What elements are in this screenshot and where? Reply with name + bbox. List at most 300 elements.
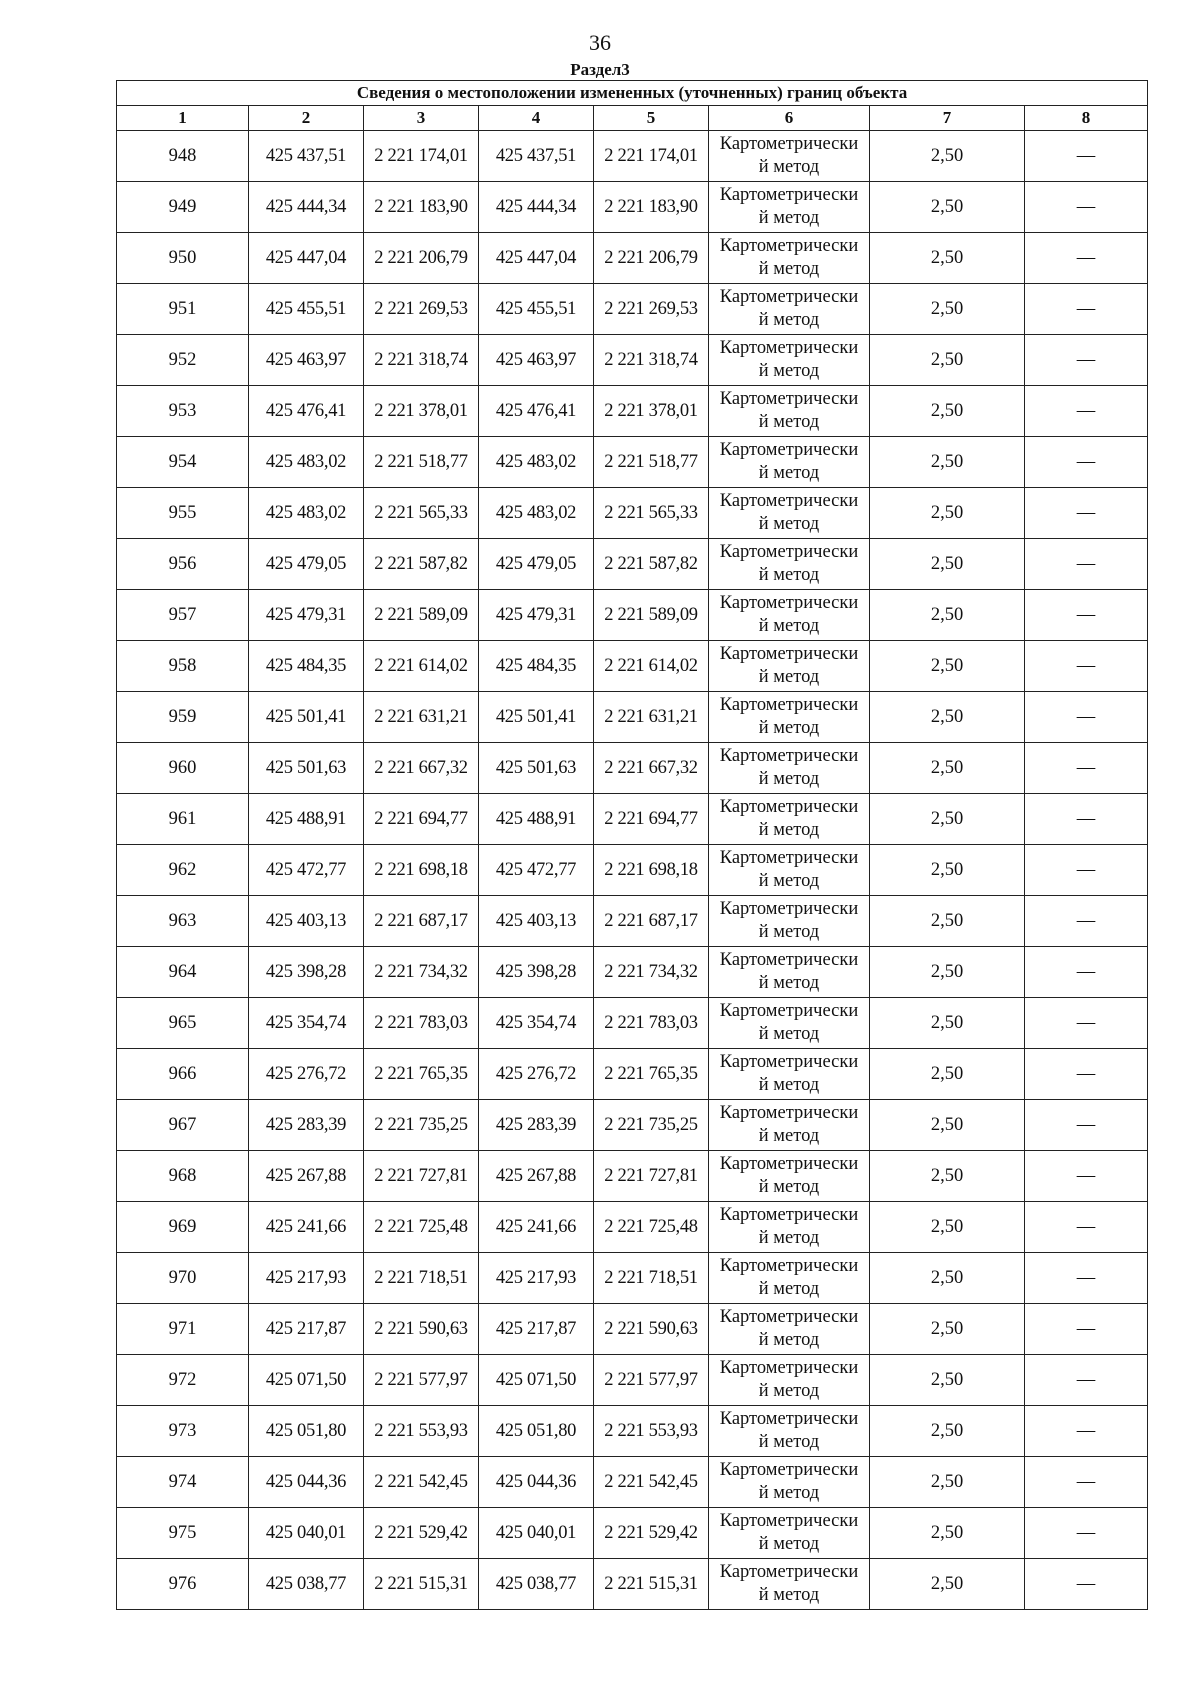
coord-x-new-cell: 425 501,63: [479, 743, 594, 794]
table-row: [117, 998, 1148, 1049]
coord-x-new-cell: 425 479,05: [479, 539, 594, 590]
coord-x-new-cell: 425 437,51: [479, 131, 594, 182]
point-number-cell: 969: [117, 1202, 249, 1253]
table-row: [117, 1508, 1148, 1559]
point-number-cell: 973: [117, 1406, 249, 1457]
point-number-cell: 949: [117, 182, 249, 233]
description-cell: —: [1025, 998, 1148, 1049]
coord-x-new-cell: 425 217,87: [479, 1304, 594, 1355]
coord-y-new-cell: 2 221 667,32: [594, 743, 709, 794]
accuracy-cell: 2,50: [870, 794, 1025, 845]
coord-x-new-cell: 425 354,74: [479, 998, 594, 1049]
coord-x-cell: 425 501,41: [249, 692, 364, 743]
coord-x-cell: 425 483,02: [249, 437, 364, 488]
method-text-line: й метод: [758, 1177, 820, 1197]
table-row: [117, 386, 1148, 437]
coord-y-new-cell: 2 221 378,01: [594, 386, 709, 437]
accuracy-cell: 2,50: [870, 539, 1025, 590]
coord-y-new-cell: 2 221 269,53: [594, 284, 709, 335]
coord-y-new-cell: 2 221 694,77: [594, 794, 709, 845]
column-header: 2: [249, 106, 364, 131]
column-header: 6: [709, 106, 870, 131]
table-row: [117, 590, 1148, 641]
column-header: 5: [594, 106, 709, 131]
method-text-line: Картометрически: [719, 644, 859, 664]
coord-x-cell: 425 217,93: [249, 1253, 364, 1304]
point-number-cell: 975: [117, 1508, 249, 1559]
coord-x-new-cell: 425 463,97: [479, 335, 594, 386]
table-row: [117, 1457, 1148, 1508]
method-text-line: Картометрически: [719, 1205, 859, 1225]
method-text-line: й метод: [758, 1279, 820, 1299]
table-row: [117, 488, 1148, 539]
method-text-line: й метод: [758, 310, 820, 330]
method-text-line: Картометрически: [719, 542, 859, 562]
method-text-line: Картометрически: [719, 1052, 859, 1072]
coord-y-cell: 2 221 631,21: [364, 692, 479, 743]
accuracy-cell: 2,50: [870, 1304, 1025, 1355]
accuracy-cell: 2,50: [870, 692, 1025, 743]
method-text-line: й метод: [758, 718, 820, 738]
coord-y-new-cell: 2 221 174,01: [594, 131, 709, 182]
accuracy-cell: 2,50: [870, 845, 1025, 896]
accuracy-cell: 2,50: [870, 947, 1025, 998]
coord-x-new-cell: 425 472,77: [479, 845, 594, 896]
method-text-line: й метод: [758, 361, 820, 381]
method-cell: [709, 1151, 870, 1202]
table-row: [117, 794, 1148, 845]
description-cell: —: [1025, 1151, 1148, 1202]
accuracy-cell: 2,50: [870, 437, 1025, 488]
method-cell: [709, 335, 870, 386]
method-text-line: й метод: [758, 514, 820, 534]
coord-x-cell: 425 479,31: [249, 590, 364, 641]
coord-x-cell: 425 267,88: [249, 1151, 364, 1202]
accuracy-cell: 2,50: [870, 386, 1025, 437]
column-header: 8: [1025, 106, 1148, 131]
point-number-cell: 957: [117, 590, 249, 641]
column-header: 4: [479, 106, 594, 131]
accuracy-cell: 2,50: [870, 1559, 1025, 1610]
page-number: 36: [589, 30, 611, 55]
method-text-line: й метод: [758, 1483, 820, 1503]
table-row: [117, 896, 1148, 947]
method-text-line: Картометрически: [719, 848, 859, 868]
accuracy-cell: 2,50: [870, 131, 1025, 182]
coord-x-new-cell: 425 501,41: [479, 692, 594, 743]
method-text-line: й метод: [758, 820, 820, 840]
method-cell: [709, 641, 870, 692]
accuracy-cell: 2,50: [870, 488, 1025, 539]
coord-y-new-cell: 2 221 183,90: [594, 182, 709, 233]
coord-y-cell: 2 221 725,48: [364, 1202, 479, 1253]
coord-y-new-cell: 2 221 590,63: [594, 1304, 709, 1355]
coord-y-new-cell: 2 221 318,74: [594, 335, 709, 386]
accuracy-cell: 2,50: [870, 1406, 1025, 1457]
coord-y-cell: 2 221 783,03: [364, 998, 479, 1049]
coord-x-new-cell: 425 241,66: [479, 1202, 594, 1253]
coord-y-new-cell: 2 221 765,35: [594, 1049, 709, 1100]
point-number-cell: 974: [117, 1457, 249, 1508]
accuracy-cell: 2,50: [870, 284, 1025, 335]
method-text-line: й метод: [758, 259, 820, 279]
coord-x-cell: 425 038,77: [249, 1559, 364, 1610]
coord-x-cell: 425 283,39: [249, 1100, 364, 1151]
coord-y-cell: 2 221 587,82: [364, 539, 479, 590]
accuracy-cell: 2,50: [870, 896, 1025, 947]
method-cell: [709, 1355, 870, 1406]
method-cell: [709, 947, 870, 998]
description-cell: —: [1025, 386, 1148, 437]
coord-x-cell: 425 276,72: [249, 1049, 364, 1100]
method-text-line: й метод: [758, 412, 820, 432]
coord-x-cell: 425 217,87: [249, 1304, 364, 1355]
coord-x-new-cell: 425 040,01: [479, 1508, 594, 1559]
method-text-line: Картометрически: [719, 1460, 859, 1480]
accuracy-cell: 2,50: [870, 335, 1025, 386]
method-text-line: Картометрически: [719, 899, 859, 919]
table-row: [117, 1151, 1148, 1202]
point-number-cell: 971: [117, 1304, 249, 1355]
method-text-line: й метод: [758, 1228, 820, 1248]
coord-x-cell: 425 051,80: [249, 1406, 364, 1457]
table-row: [117, 284, 1148, 335]
coord-x-new-cell: 425 455,51: [479, 284, 594, 335]
table-row: [117, 1559, 1148, 1610]
method-text-line: Картометрически: [719, 1307, 859, 1327]
coord-x-cell: 425 463,97: [249, 335, 364, 386]
description-cell: —: [1025, 1100, 1148, 1151]
coord-x-cell: 425 071,50: [249, 1355, 364, 1406]
coord-y-cell: 2 221 735,25: [364, 1100, 479, 1151]
method-text-line: й метод: [758, 565, 820, 585]
point-number-cell: 948: [117, 131, 249, 182]
coord-x-cell: 425 241,66: [249, 1202, 364, 1253]
description-cell: —: [1025, 539, 1148, 590]
coord-x-cell: 425 437,51: [249, 131, 364, 182]
method-text-line: Картометрически: [719, 1358, 859, 1378]
method-text-line: й метод: [758, 871, 820, 891]
coord-y-new-cell: 2 221 587,82: [594, 539, 709, 590]
description-cell: —: [1025, 284, 1148, 335]
coord-x-cell: 425 483,02: [249, 488, 364, 539]
method-text-line: й метод: [758, 616, 820, 636]
method-cell: [709, 1559, 870, 1610]
coord-y-new-cell: 2 221 206,79: [594, 233, 709, 284]
point-number-cell: 966: [117, 1049, 249, 1100]
column-header: 7: [870, 106, 1025, 131]
point-number-cell: 962: [117, 845, 249, 896]
coord-y-cell: 2 221 734,32: [364, 947, 479, 998]
method-cell: [709, 1202, 870, 1253]
description-cell: —: [1025, 794, 1148, 845]
description-cell: —: [1025, 641, 1148, 692]
coord-y-new-cell: 2 221 515,31: [594, 1559, 709, 1610]
table-row: [117, 1202, 1148, 1253]
coord-y-new-cell: 2 221 542,45: [594, 1457, 709, 1508]
description-cell: —: [1025, 1559, 1148, 1610]
coord-x-cell: 425 488,91: [249, 794, 364, 845]
column-header: 1: [117, 106, 249, 131]
method-text-line: Картометрически: [719, 287, 859, 307]
coord-y-new-cell: 2 221 518,77: [594, 437, 709, 488]
method-text-line: й метод: [758, 157, 820, 177]
method-text-line: Картометрически: [719, 185, 859, 205]
coord-x-new-cell: 425 483,02: [479, 488, 594, 539]
description-cell: —: [1025, 182, 1148, 233]
point-number-cell: 959: [117, 692, 249, 743]
coord-y-new-cell: 2 221 631,21: [594, 692, 709, 743]
method-text-line: й метод: [758, 1432, 820, 1452]
method-cell: [709, 1100, 870, 1151]
column-header: 3: [364, 106, 479, 131]
description-cell: —: [1025, 488, 1148, 539]
column-header-row: [117, 106, 1148, 131]
method-text-line: Картометрически: [719, 440, 859, 460]
method-text-line: й метод: [758, 769, 820, 789]
method-text-line: й метод: [758, 667, 820, 687]
coord-y-cell: 2 221 378,01: [364, 386, 479, 437]
boundary-coordinates-table: [116, 80, 1148, 1610]
coord-y-cell: 2 221 698,18: [364, 845, 479, 896]
coord-y-new-cell: 2 221 565,33: [594, 488, 709, 539]
method-text-line: й метод: [758, 1024, 820, 1044]
method-text-line: Картометрически: [719, 1001, 859, 1021]
description-cell: —: [1025, 743, 1148, 794]
method-text-line: й метод: [758, 922, 820, 942]
coord-y-cell: 2 221 589,09: [364, 590, 479, 641]
coord-y-new-cell: 2 221 687,17: [594, 896, 709, 947]
table-row: [117, 1100, 1148, 1151]
description-cell: —: [1025, 692, 1148, 743]
coord-x-new-cell: 425 484,35: [479, 641, 594, 692]
coord-x-cell: 425 403,13: [249, 896, 364, 947]
method-cell: [709, 1049, 870, 1100]
coord-x-cell: 425 354,74: [249, 998, 364, 1049]
table-title-row: [117, 81, 1148, 106]
method-cell: [709, 386, 870, 437]
coord-y-cell: 2 221 515,31: [364, 1559, 479, 1610]
accuracy-cell: 2,50: [870, 590, 1025, 641]
table-row: [117, 1406, 1148, 1457]
method-text-line: Картометрически: [719, 1154, 859, 1174]
method-cell: [709, 131, 870, 182]
description-cell: —: [1025, 335, 1148, 386]
table-row: [117, 1355, 1148, 1406]
coord-y-cell: 2 221 553,93: [364, 1406, 479, 1457]
coord-y-cell: 2 221 727,81: [364, 1151, 479, 1202]
coord-y-cell: 2 221 718,51: [364, 1253, 479, 1304]
coord-y-cell: 2 221 269,53: [364, 284, 479, 335]
coord-y-new-cell: 2 221 735,25: [594, 1100, 709, 1151]
coord-x-new-cell: 425 283,39: [479, 1100, 594, 1151]
point-number-cell: 954: [117, 437, 249, 488]
point-number-cell: 968: [117, 1151, 249, 1202]
coord-x-new-cell: 425 398,28: [479, 947, 594, 998]
coord-y-cell: 2 221 206,79: [364, 233, 479, 284]
coord-x-cell: 425 476,41: [249, 386, 364, 437]
coord-y-cell: 2 221 183,90: [364, 182, 479, 233]
accuracy-cell: 2,50: [870, 1508, 1025, 1559]
accuracy-cell: 2,50: [870, 182, 1025, 233]
coord-y-new-cell: 2 221 577,97: [594, 1355, 709, 1406]
table-row: [117, 1049, 1148, 1100]
method-text-line: Картометрически: [719, 950, 859, 970]
coord-y-new-cell: 2 221 614,02: [594, 641, 709, 692]
description-cell: —: [1025, 1457, 1148, 1508]
description-cell: —: [1025, 1355, 1148, 1406]
accuracy-cell: 2,50: [870, 1100, 1025, 1151]
description-cell: —: [1025, 1304, 1148, 1355]
coord-x-new-cell: 425 071,50: [479, 1355, 594, 1406]
description-cell: —: [1025, 845, 1148, 896]
table-row: [117, 539, 1148, 590]
method-cell: [709, 437, 870, 488]
coord-x-new-cell: 425 447,04: [479, 233, 594, 284]
point-number-cell: 956: [117, 539, 249, 590]
coord-y-cell: 2 221 518,77: [364, 437, 479, 488]
coord-x-new-cell: 425 476,41: [479, 386, 594, 437]
coord-y-new-cell: 2 221 553,93: [594, 1406, 709, 1457]
method-text-line: Картометрически: [719, 1256, 859, 1276]
description-cell: —: [1025, 1049, 1148, 1100]
method-text-line: Картометрически: [719, 389, 859, 409]
point-number-cell: 965: [117, 998, 249, 1049]
table-row: [117, 743, 1148, 794]
table-row: [117, 131, 1148, 182]
method-text-line: й метод: [758, 463, 820, 483]
method-text-line: Картометрически: [719, 797, 859, 817]
accuracy-cell: 2,50: [870, 743, 1025, 794]
point-number-cell: 952: [117, 335, 249, 386]
table-row: [117, 947, 1148, 998]
coord-y-cell: 2 221 694,77: [364, 794, 479, 845]
coord-x-new-cell: 425 051,80: [479, 1406, 594, 1457]
method-text-line: Картометрически: [719, 1409, 859, 1429]
table-row: [117, 233, 1148, 284]
method-text-line: й метод: [758, 1126, 820, 1146]
coord-x-cell: 425 484,35: [249, 641, 364, 692]
coord-x-cell: 425 444,34: [249, 182, 364, 233]
coord-y-new-cell: 2 221 783,03: [594, 998, 709, 1049]
method-cell: [709, 743, 870, 794]
method-text-line: Картометрически: [719, 1562, 859, 1582]
description-cell: —: [1025, 896, 1148, 947]
method-cell: [709, 590, 870, 641]
method-text-line: Картометрически: [719, 338, 859, 358]
point-number-cell: 961: [117, 794, 249, 845]
accuracy-cell: 2,50: [870, 1355, 1025, 1406]
table-row: [117, 641, 1148, 692]
coord-y-new-cell: 2 221 725,48: [594, 1202, 709, 1253]
description-cell: —: [1025, 947, 1148, 998]
point-number-cell: 960: [117, 743, 249, 794]
table-row: [117, 335, 1148, 386]
coord-x-new-cell: 425 038,77: [479, 1559, 594, 1610]
accuracy-cell: 2,50: [870, 1151, 1025, 1202]
coord-x-new-cell: 425 479,31: [479, 590, 594, 641]
table-title: Сведения о местоположении измененных (уточненных) границ объекта: [117, 81, 1148, 106]
point-number-cell: 963: [117, 896, 249, 947]
method-text-line: Картометрически: [719, 695, 859, 715]
coord-y-new-cell: 2 221 718,51: [594, 1253, 709, 1304]
coord-y-new-cell: 2 221 589,09: [594, 590, 709, 641]
method-cell: [709, 1406, 870, 1457]
coord-y-cell: 2 221 614,02: [364, 641, 479, 692]
coord-x-cell: 425 455,51: [249, 284, 364, 335]
coord-y-new-cell: 2 221 727,81: [594, 1151, 709, 1202]
point-number-cell: 964: [117, 947, 249, 998]
method-cell: [709, 1253, 870, 1304]
method-text-line: й метод: [758, 973, 820, 993]
coord-y-cell: 2 221 667,32: [364, 743, 479, 794]
coord-y-cell: 2 221 174,01: [364, 131, 479, 182]
method-cell: [709, 284, 870, 335]
coord-x-cell: 425 398,28: [249, 947, 364, 998]
method-cell: [709, 1457, 870, 1508]
point-number-cell: 967: [117, 1100, 249, 1151]
table-row: [117, 1253, 1148, 1304]
method-text-line: Картометрически: [719, 134, 859, 154]
method-cell: [709, 539, 870, 590]
coord-x-cell: 425 501,63: [249, 743, 364, 794]
method-text-line: Картометрически: [719, 236, 859, 256]
coord-x-cell: 425 040,01: [249, 1508, 364, 1559]
coord-y-new-cell: 2 221 529,42: [594, 1508, 709, 1559]
description-cell: —: [1025, 1253, 1148, 1304]
table-row: [117, 692, 1148, 743]
coord-x-new-cell: 425 217,93: [479, 1253, 594, 1304]
point-number-cell: 953: [117, 386, 249, 437]
accuracy-cell: 2,50: [870, 1253, 1025, 1304]
method-text-line: й метод: [758, 1075, 820, 1095]
accuracy-cell: 2,50: [870, 641, 1025, 692]
method-cell: [709, 998, 870, 1049]
method-text-line: й метод: [758, 1381, 820, 1401]
method-cell: [709, 692, 870, 743]
table-row: [117, 437, 1148, 488]
point-number-cell: 955: [117, 488, 249, 539]
coord-x-new-cell: 425 444,34: [479, 182, 594, 233]
point-number-cell: 976: [117, 1559, 249, 1610]
method-text-line: Картометрически: [719, 1511, 859, 1531]
coord-x-cell: 425 044,36: [249, 1457, 364, 1508]
coord-x-cell: 425 472,77: [249, 845, 364, 896]
point-number-cell: 951: [117, 284, 249, 335]
method-text-line: Картометрически: [719, 491, 859, 511]
coord-x-new-cell: 425 267,88: [479, 1151, 594, 1202]
description-cell: —: [1025, 1202, 1148, 1253]
section-label: Раздел3: [570, 60, 630, 79]
point-number-cell: 958: [117, 641, 249, 692]
coord-y-new-cell: 2 221 734,32: [594, 947, 709, 998]
coord-y-cell: 2 221 565,33: [364, 488, 479, 539]
coord-y-new-cell: 2 221 698,18: [594, 845, 709, 896]
coord-y-cell: 2 221 529,42: [364, 1508, 479, 1559]
description-cell: —: [1025, 437, 1148, 488]
description-cell: —: [1025, 1508, 1148, 1559]
coord-y-cell: 2 221 318,74: [364, 335, 479, 386]
method-text-line: й метод: [758, 1534, 820, 1554]
accuracy-cell: 2,50: [870, 998, 1025, 1049]
coord-x-new-cell: 425 403,13: [479, 896, 594, 947]
method-text-line: Картометрически: [719, 746, 859, 766]
coord-y-cell: 2 221 687,17: [364, 896, 479, 947]
method-cell: [709, 1304, 870, 1355]
description-cell: —: [1025, 131, 1148, 182]
coord-x-new-cell: 425 488,91: [479, 794, 594, 845]
method-cell: [709, 794, 870, 845]
